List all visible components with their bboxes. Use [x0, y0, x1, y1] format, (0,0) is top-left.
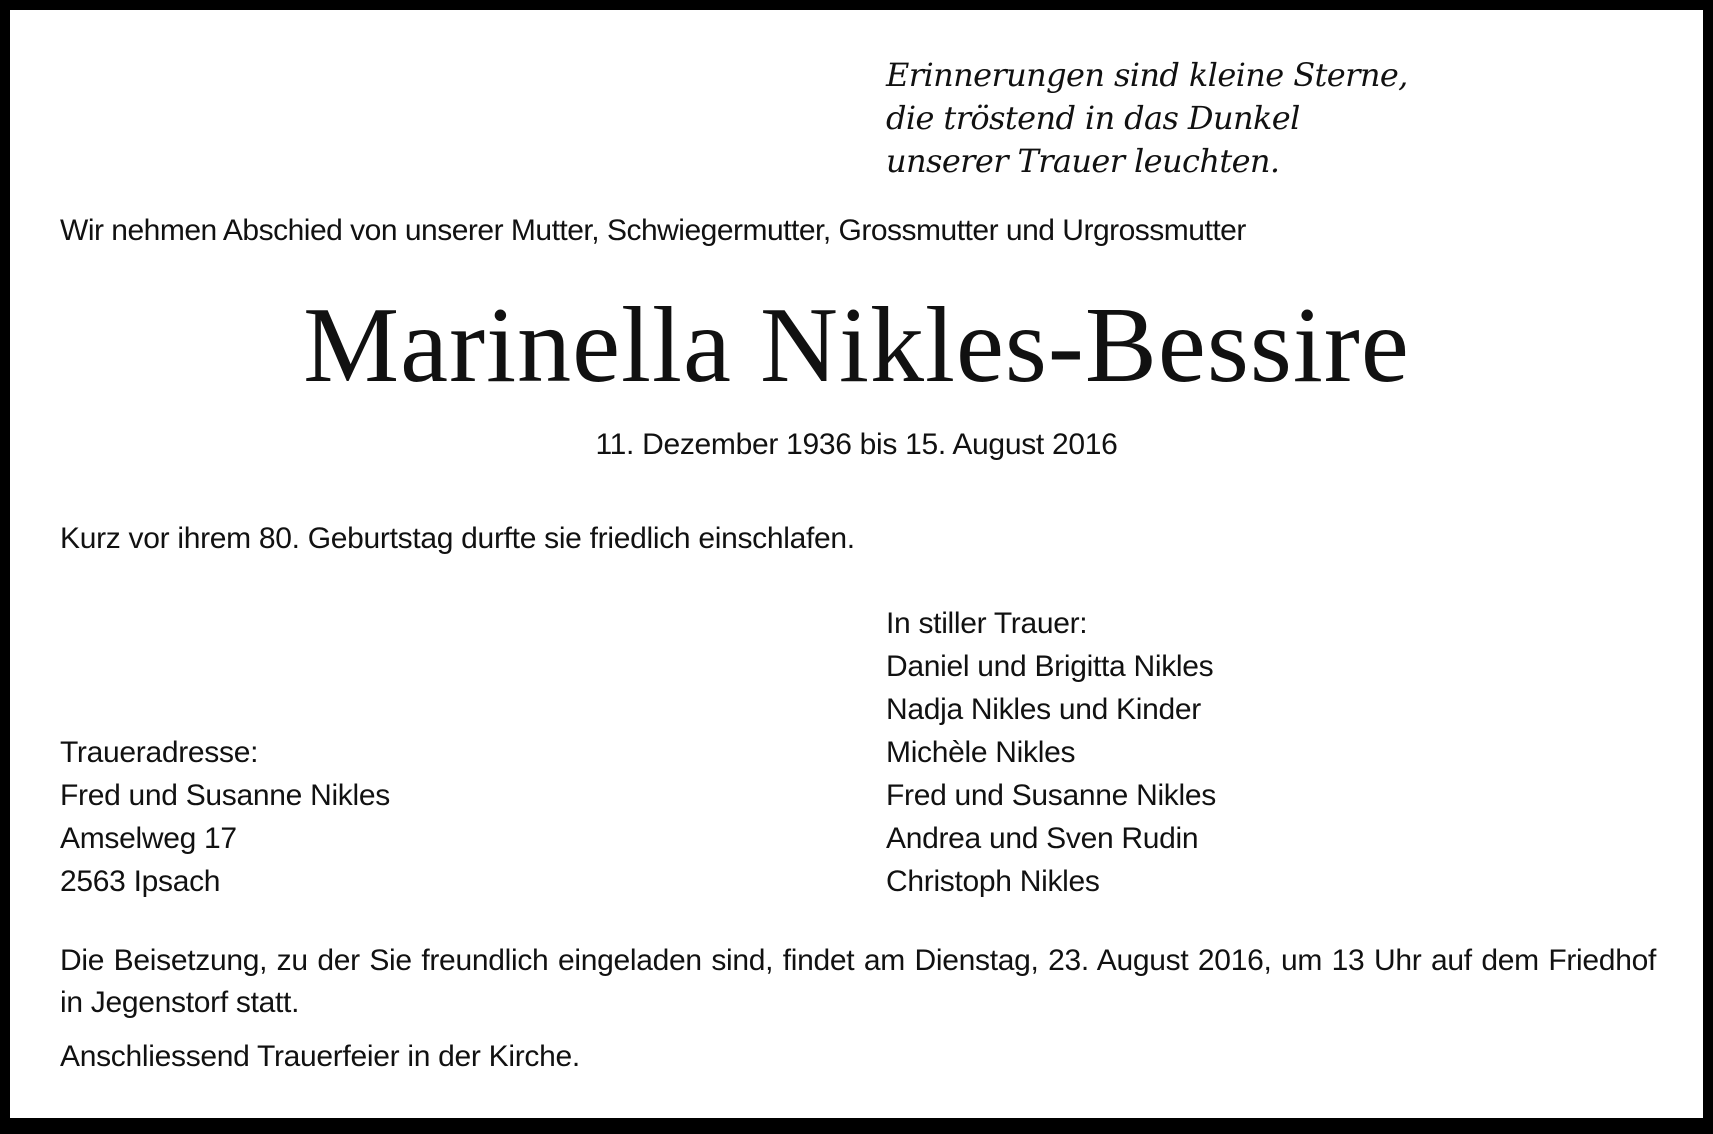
mourner-entry: Daniel und Brigitta Nikles — [886, 650, 1214, 683]
mourner-entry: Andrea und Sven Rudin — [886, 822, 1199, 855]
poem-line: die tröstend in das Dunkel — [886, 99, 1300, 137]
address-heading: Traueradresse: — [60, 736, 259, 769]
funeral-details: Die Beisetzung, zu der Sie freundlich eingeladen sind, findet am Dienstag, 23. August 2016, um 13 Uhr auf dem Friedhof in Jegenstorf statt. — [60, 944, 1656, 1019]
mourner-entry: Christoph Nikles — [886, 865, 1100, 898]
mourner-entry: Fred und Susanne Nikles — [886, 779, 1216, 812]
mourning-address — [60, 731, 390, 903]
farewell-intro: Wir nehmen Abschied von unserer Mutter, Schwiegermutter, Grossmutter und Urgrossmutter — [60, 214, 1246, 247]
mourners-heading: In stiller Trauer: — [886, 607, 1088, 640]
mourner-entry: Nadja Nikles und Kinder — [886, 693, 1201, 726]
address-line: 2563 Ipsach — [60, 865, 221, 898]
memorial-poem — [886, 54, 1408, 183]
address-line: Amselweg 17 — [60, 822, 237, 855]
poem-line: unserer Trauer leuchten. — [886, 142, 1280, 180]
poem-line: Erinnerungen sind kleine Sterne, — [886, 56, 1408, 94]
memorial-service-note: Anschliessend Trauerfeier in der Kirche. — [60, 1040, 580, 1073]
obituary-notice — [10, 10, 1703, 1118]
mourners-list — [886, 602, 1216, 903]
passing-note: Kurz vor ihrem 80. Geburtstag durfte sie friedlich einschlafen. — [60, 522, 855, 555]
deceased-name: Marinella Nikles-Bessire — [303, 286, 1410, 405]
life-dates: 11. Dezember 1936 bis 15. August 2016 — [595, 428, 1118, 461]
address-line: Fred und Susanne Nikles — [60, 779, 390, 812]
mourner-entry: Michèle Nikles — [886, 736, 1076, 769]
